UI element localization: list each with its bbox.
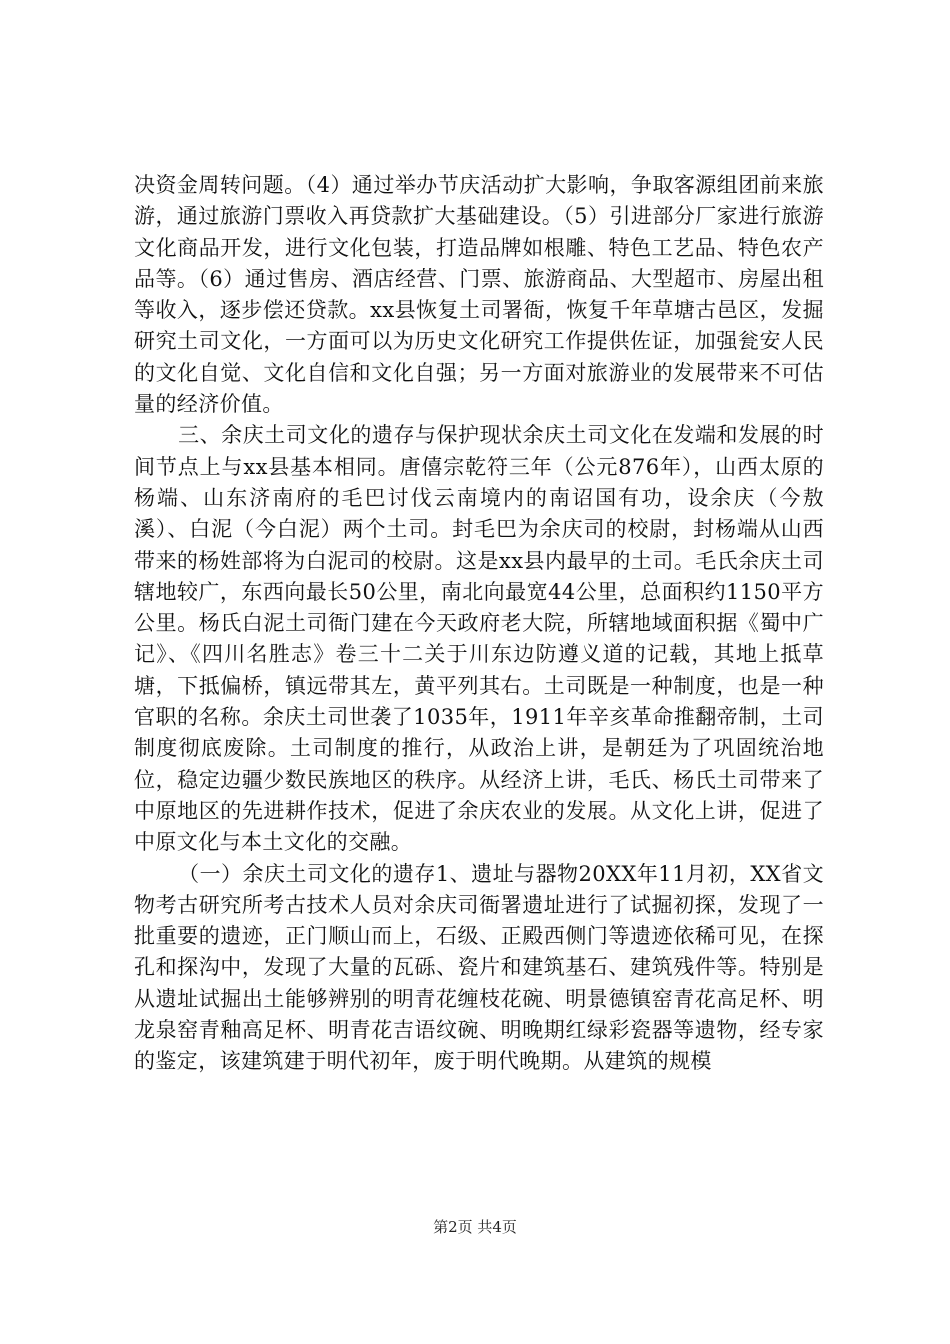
document-body (134, 170, 824, 1078)
paragraph-3: （一）余庆土司文化的遗存1、遗址与器物20XX年11月初，XX省文物考古研究所考古技术人员对余庆司衙署遗址进行了试掘初探，发现了一批重要的遗迹，正门顺山而上，石级、正殿西侧门等遗迹依稀可见，在探孔和探沟中，发现了大量的瓦砾、瓷片和建筑基石、建筑残件等。特别是从遗址试掘出土能够辨别的明青花缠枝花碗、明景德镇窑青花高足杯、明龙泉窑青釉高足杯、明青花吉语纹碗、明晚期红绿彩瓷器等遗物，经专家的鉴定，该建筑建于明代初年，废于明代晚期。从建筑的规模 (134, 861, 824, 1074)
paragraph-2: 三、余庆土司文化的遗存与保护现状余庆土司文化在发端和发展的时间节点上与xx县基本相同。唐僖宗乾符三年（公元876年），山西太原的杨端、山东济南府的毛巴讨伐云南境内的南诏国有功，设余庆（今敖溪）、白泥（今白泥）两个土司。封毛巴为余庆司的校尉，封杨端从山西带来的杨姓部将为白泥司的校尉。这是xx县内最早的土司。毛氏余庆土司辖地较广，东西向最长50公里，南北向最宽44公里，总面积约1150平方公里。杨氏白泥土司衙门建在今天政府老大院，所辖地域面积据《蜀中广记》、《四川名胜志》卷三十二关于川东边防遵义道的记载，其地上抵草塘，下抵偏桥，镇远带其左，黄平列其右。土司既是一种制度，也是一种官职的名称。余庆土司世袭了1035年，1911年辛亥革命推翻帝制，土司制度彻底废除。土司制度的推行，从政治上讲，是朝廷为了巩固统治地位，稳定边疆少数民族地区的秩序。从经济上讲，毛氏、杨氏土司带来了中原地区的先进耕作技术，促进了余庆农业的发展。从文化上讲，促进了中原文化与本土文化的交融。 (134, 423, 824, 855)
page-footer: 第2页 共4页 (433, 1218, 517, 1236)
paragraph-1: 决资金周转问题。（4）通过举办节庆活动扩大影响，争取客源组团前来旅游，通过旅游门票收入再贷款扩大基础建设。（5）引进部分厂家进行旅游文化商品开发，进行文化包装，打造品牌如根雕、特色工艺品、特色农产品等。（6）通过售房、酒店经营、门票、旅游商品、大型超市、房屋出租等收入，逐步偿还贷款。xx县恢复土司署衙，恢复千年草塘古邑区，发掘研究土司文化，一方面可以为历史文化研究工作提供佐证，加强瓮安人民的文化自觉、文化自信和文化自强；另一方面对旅游业的发展带来不可估量的经济价值。 (134, 173, 824, 417)
